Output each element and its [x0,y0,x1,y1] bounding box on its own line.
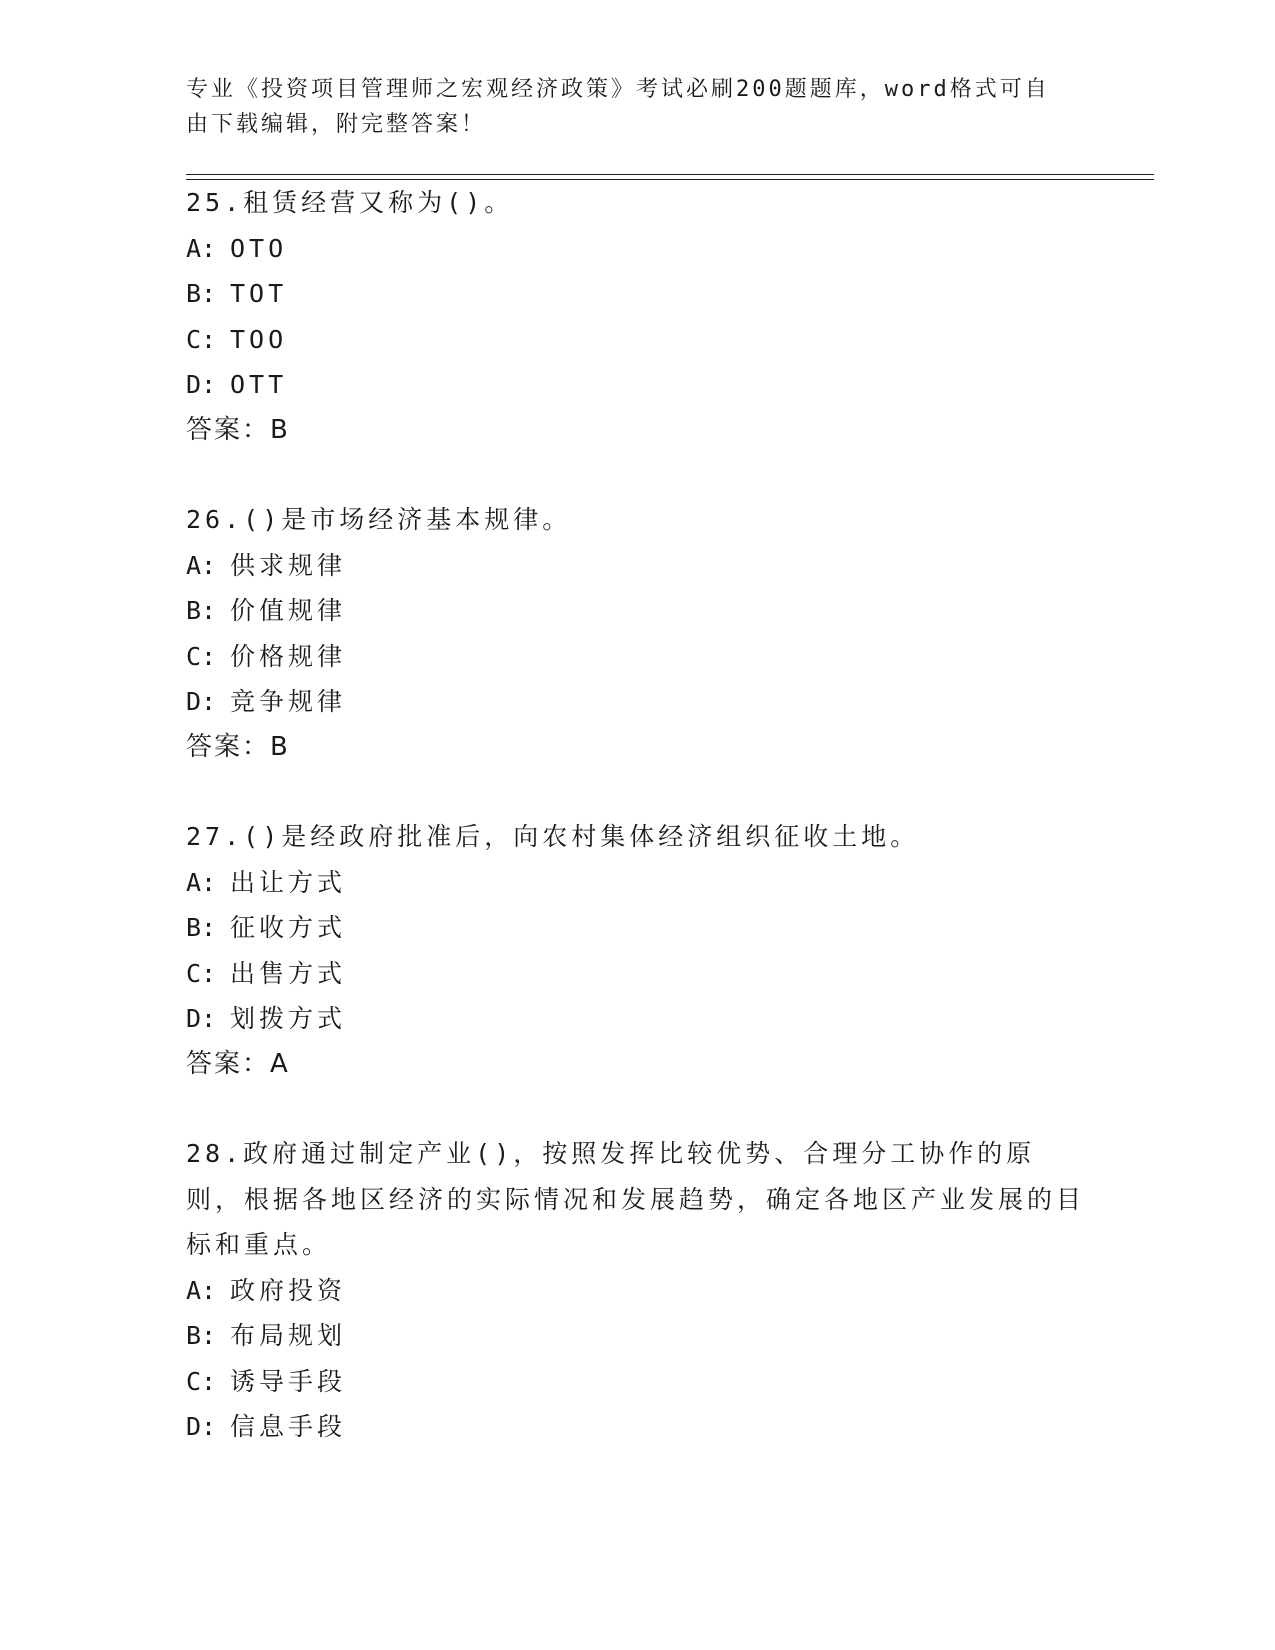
option-b [186,588,1086,634]
question-28 [186,1131,1086,1450]
option-letter: B: [186,279,217,308]
answer-line: 答案：B [186,414,290,445]
option-b [186,905,1086,951]
option-b [186,271,1086,317]
option-letter: C: [186,324,217,354]
option-text: 竞争规律 [230,687,347,716]
option-letter: A: [186,233,217,263]
document-header: 专业《投资项目管理师之宏观经济政策》考试必刷200题题库，word格式可自由下载编辑，附完整答案！ [186,77,1050,137]
option-a [186,226,1086,272]
option-text: 出让方式 [230,867,347,897]
option-letter: A: [186,867,217,897]
answer-line: 答案：A [186,1048,290,1079]
option-c [186,317,1086,363]
option-letter: D: [186,1004,217,1033]
option-a [186,1268,1086,1314]
question-text: 26.()是市场经济基本规律。 [186,505,572,534]
question-26 [186,497,1086,770]
option-letter: B: [186,1321,217,1350]
option-a [186,543,1086,589]
question-25 [186,180,1086,453]
option-text: 征收方式 [230,913,347,942]
question-text: 27.()是经政府批准后，向农村集体经济组织征收土地。 [186,822,920,851]
option-c [186,951,1086,997]
option-text: 价值规律 [230,596,347,625]
option-a [186,860,1086,906]
option-text: 划拨方式 [230,1004,347,1033]
option-letter: D: [186,1412,217,1441]
option-text: 信息手段 [230,1412,347,1441]
option-text: 价格规律 [230,641,347,671]
option-text: 供求规律 [230,550,347,580]
option-text: 布局规划 [230,1321,347,1350]
answer-line: 答案：B [186,731,290,762]
option-d [186,679,1086,725]
question-27 [186,814,1086,1087]
option-letter: D: [186,370,217,399]
option-letter: B: [186,596,217,625]
option-d [186,1404,1086,1450]
option-letter: A: [186,1275,217,1305]
option-letter: C: [186,958,217,988]
option-letter: B: [186,913,217,942]
option-d [186,362,1086,408]
option-letter: D: [186,687,217,716]
option-letter: C: [186,641,217,671]
option-letter: C: [186,1366,217,1396]
option-letter: A: [186,550,217,580]
header-divider-top [186,174,1154,175]
option-c [186,1359,1086,1405]
question-text: 28.政府通过制定产业()，按照发挥比较优势、合理分工协作的原则，根据各地区经济的实际情况和发展趋势，确定各地区产业发展的目标和重点。 [186,1139,1086,1259]
option-text: 诱导手段 [230,1366,347,1396]
question-text: 25.租赁经营又称为()。 [186,188,514,217]
option-text: TOO [230,324,288,354]
option-text: OTT [230,370,288,399]
option-d [186,996,1086,1042]
option-text: TOT [230,279,288,308]
option-c [186,634,1086,680]
option-b [186,1313,1086,1359]
option-text: 政府投资 [230,1275,347,1305]
option-text: 出售方式 [230,958,347,988]
option-text: OTO [230,233,288,263]
